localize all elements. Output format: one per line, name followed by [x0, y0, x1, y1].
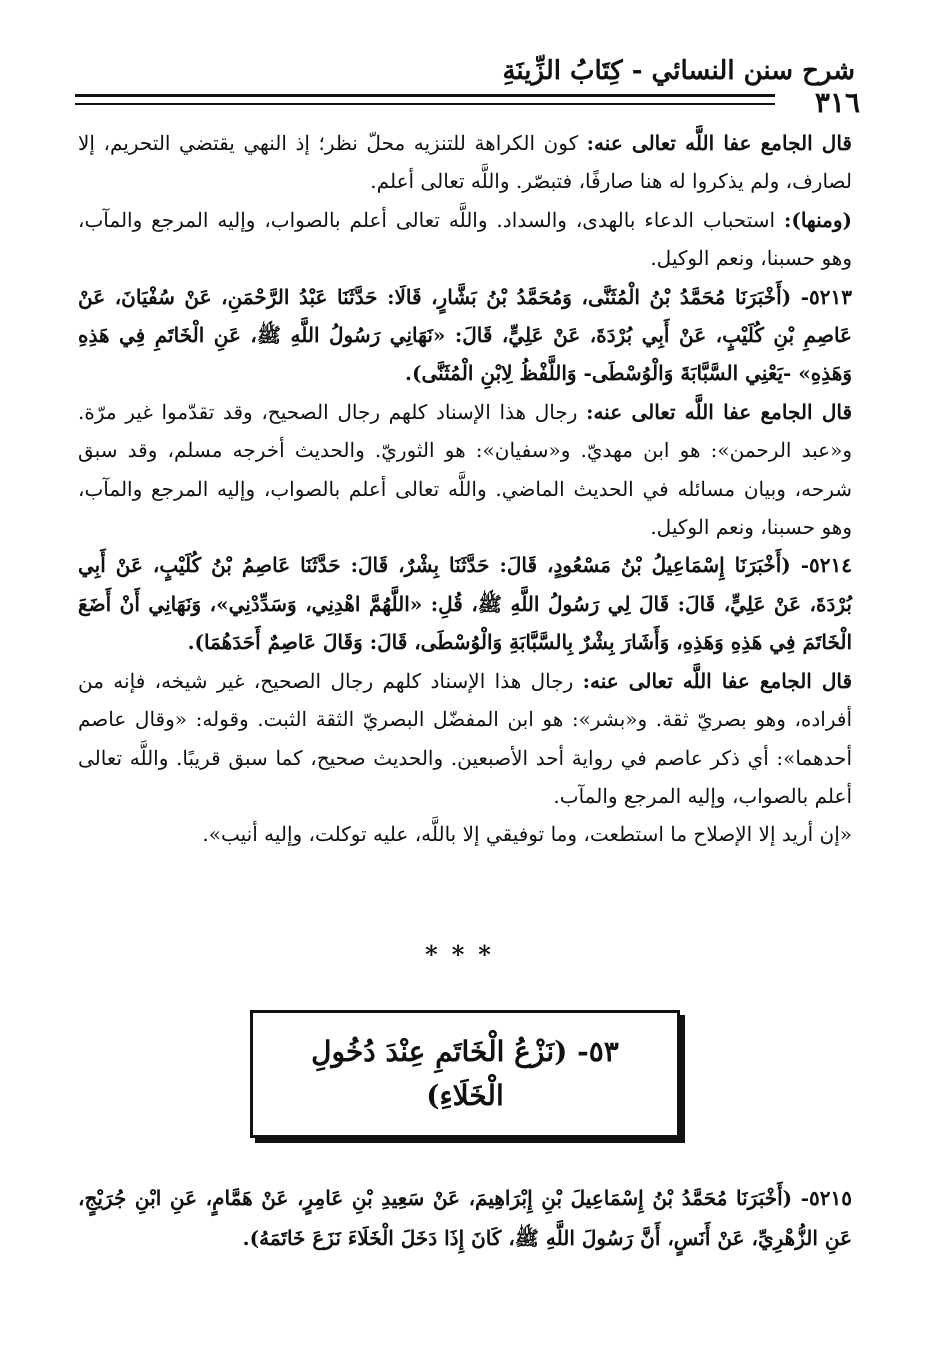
- section-separator: ***: [425, 940, 505, 969]
- commentary-5214: [78, 662, 852, 816]
- paragraph-karahah: [78, 124, 852, 201]
- chapter-text: [78, 1178, 852, 1258]
- commentary-5213: [78, 393, 852, 547]
- paragraph-lead: قال الجامع عفا اللَّه تعالى عنه:: [586, 399, 852, 424]
- chapter-title-line2: الْخَلَاءِ): [426, 1079, 504, 1112]
- main-text: [78, 124, 852, 854]
- paragraph-text: استحباب الدعاء بالهدى، والسداد. واللَّه تعالى أعلم بالصواب، وإليه المرجع والمآب، وهو حسبنا، ونعم الوكيل.: [78, 207, 852, 271]
- paragraph-lead: قال الجامع عفا اللَّه تعالى عنه:: [582, 668, 853, 693]
- paragraph-text: رجال هذا الإسناد كلهم رجال الصحيح، وقد تقدّموا غير مرّة. و«عبد الرحمن»: هو ابن مهديّ. و«سفيان»: هو الثوريّ. والحديث أخرجه مسلم، وقد سبق شرحه، وبيان مسائله في الحديث الماضي. واللَّه تعالى أعلم بالصواب، وإليه المرجع والمآب، وهو حسبنا، ونعم الوكيل.: [78, 399, 852, 540]
- chapter-title: [285, 1030, 645, 1118]
- paragraph-text: كون الكراهة للتنزيه محلّ نظر؛ إذ النهي يقتضي التحريم، إلا لصارف، ولم يذكروا له هنا صارفًا، فتبصّر. واللَّه تعالى أعلم.: [78, 131, 852, 194]
- closing-quote: «إن أريد إلا الإصلاح ما استطعت، وما توفيقي إلا باللَّه، عليه توكلت، وإليه أنيب».: [202, 822, 852, 847]
- page-number: ٣١٦: [814, 86, 860, 119]
- running-header-title: شرح سنن النسائي - كِتَابُ الزِّينَةِ: [502, 56, 855, 86]
- paragraph-text: رجال هذا الإسناد كلهم رجال الصحيح، غير شيخه، فإنه من أفراده، وهو بصريّ ثقة. و«بشر»: هو ابن المفضّل البصريّ الثقة الثبت. وقوله: «وقال عاصم أحدهما»: أي ذكر عاصم في رواية أحد الأصبعين. والحديث صحيح، كما سبق قريبًا. واللَّه تعالى أعلم بالصواب، وإليه المرجع والمآب.: [78, 668, 852, 808]
- paragraph-lead: قال الجامع عفا اللَّه تعالى عنه:: [586, 131, 852, 155]
- chapter-heading-box: [250, 1010, 680, 1138]
- paragraph-minha: [78, 201, 852, 278]
- header-rule-top: [75, 94, 775, 97]
- hadith-5215: ٥٢١٥- (أَخْبَرَنَا مُحَمَّدُ بْنُ إِسْمَاعِيلَ بْنِ إِبْرَاهِيمَ، عَنْ سَعِيدِ بْنِ عَامِرٍ، عَنْ هَمَّامٍ، عَنِ ابْنِ جُرَيْجٍ، عَنِ الزُّهْرِيِّ، عَنْ أَنَسٍ، أَنَّ رَسُولَ اللَّهِ ﷺ، كَانَ إِذَا دَخَلَ الْخَلَاءَ نَزَعَ خَاتَمَهُ).: [78, 1186, 852, 1250]
- paragraph-lead: (ومنها):: [783, 207, 852, 232]
- hadith-5214: ٥٢١٤- (أَخْبَرَنَا إِسْمَاعِيلُ بْنُ مَسْعُودٍ، قَالَ: حَدَّثَنَا بِشْرٌ، قَالَ: حَدَّثَنَا عَاصِمُ بْنُ كُلَيْبٍ، عَنْ أَبِي بُرْدَةَ، عَنْ عَلِيٍّ، قَالَ: قَالَ لِي رَسُولُ اللَّهِ ﷺ، قُلِ: «اللَّهُمَّ اهْدِنِي، وَسَدِّدْنِي»، وَنَهَانِي أَنْ أَضَعَ الْخَاتَمَ فِي هَذِهِ وَهَذِهِ، وَأَشَارَ بِشْرٌ بِالسَّبَّابَةِ وَالْوُسْطَى، قَالَ: وَقَالَ عَاصِمٌ أَحَدَهُمَا).: [78, 553, 852, 655]
- chapter-title-line1: ٥٣- (نَزْعُ الْخَاتَمِ عِنْدَ دُخُولِ: [311, 1035, 619, 1068]
- header-rule-bottom: [75, 103, 775, 105]
- hadith-5213: ٥٢١٣- (أَخْبَرَنَا مُحَمَّدُ بْنُ الْمُثَنَّى، وَمُحَمَّدُ بْنُ بَشَّارٍ، قَالَا: حَدَّثَنَا عَبْدُ الرَّحْمَنِ، عَنْ سُفْيَانَ، عَنْ عَاصِمِ بْنِ كُلَيْبٍ، عَنْ أَبِي بُرْدَةَ، عَنْ عَلِيٍّ، قَالَ: «نَهَانِي رَسُولُ اللَّهِ ﷺ، عَنِ الْخَاتَمِ فِي هَذِهِ وَهَذِهِ» -يَعْنِي السَّبَّابَةَ وَالْوُسْطَى- وَاللَّفْظُ لِابْنِ الْمُثَنَّى).: [78, 284, 852, 386]
